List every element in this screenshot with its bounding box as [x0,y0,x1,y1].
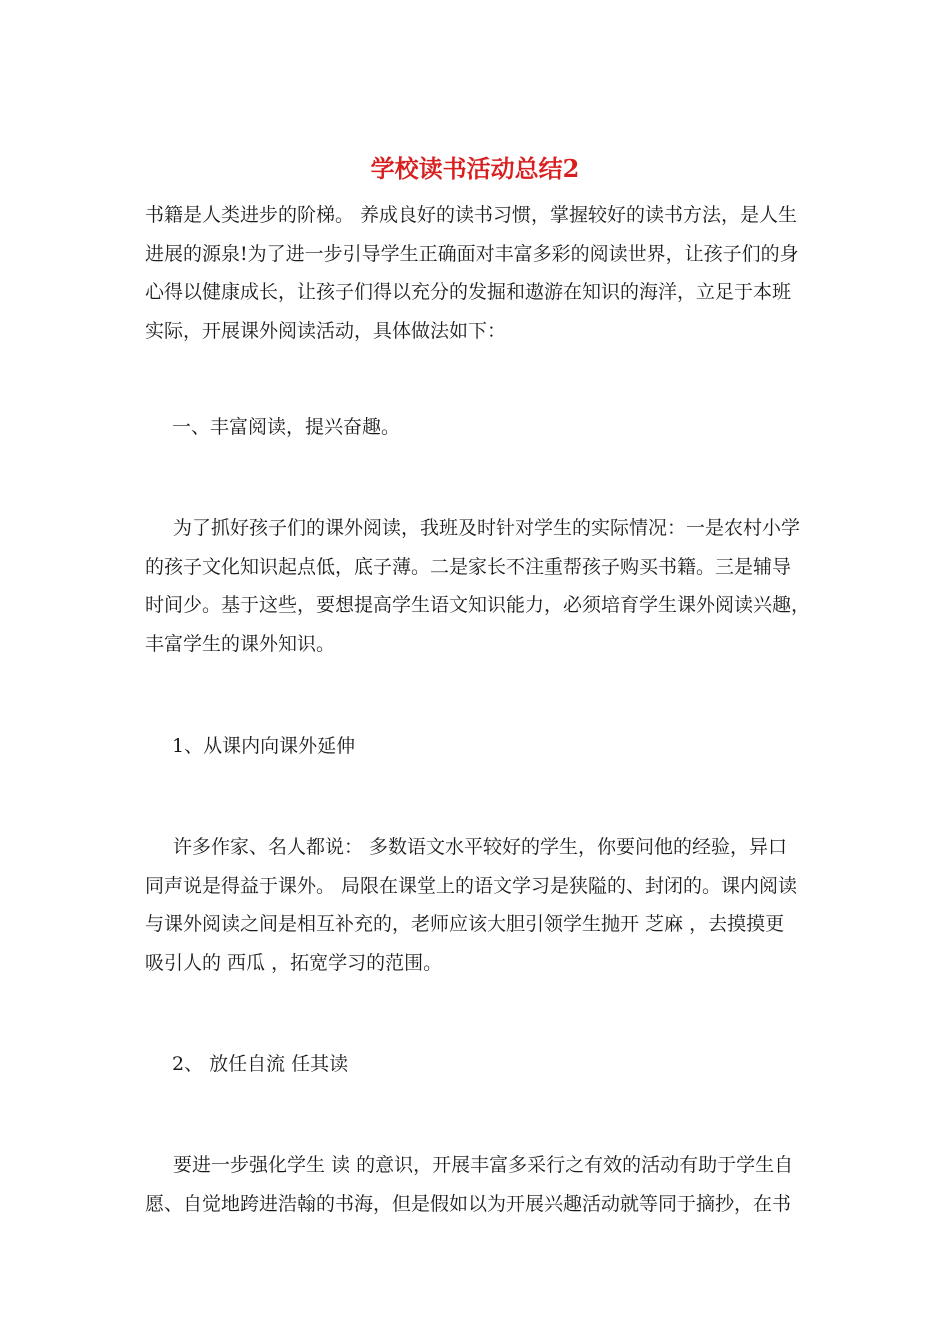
section1-line: 时间少。基于这些，要想提高学生语文知识能力，必须培育学生课外阅读兴趣， [145,594,811,616]
sub2-line: 愿、自觉地跨进浩翰的书海，但是假如以为开展兴趣活动就等同于摘抄，在书 [145,1192,792,1215]
intro-paragraph [145,196,815,350]
intro-line: 心得以健康成长，让孩子们得以充分的发掘和遨游在知识的海洋，立足于本班 [145,281,792,303]
sub1-line: 吸引人的 西瓜 ，拓宽学习的范围。 [145,951,443,974]
document-title: 学校读书活动总结2 [370,154,580,183]
sub2-heading: 2、 放任自流 任其读 [172,1053,349,1075]
intro-line: 书籍是人类进步的阶梯。 养成良好的读书习惯，掌握较好的读书方法，是人生 [145,204,798,226]
intro-line: 进展的源泉!为了进一步引导学生正确面对丰富多彩的阅读世界，让孩子们的身 [145,242,799,265]
section1-line: 丰富学生的课外知识。 [145,632,336,655]
sub1-paragraph [145,828,815,982]
section1-paragraph [145,509,815,663]
intro-line: 实际，开展课外阅读活动，具体做法如下： [145,319,507,342]
sub1-line: 与课外阅读之间是相互补充的，老师应该大胆引领学生抛开 芝麻 ，去摸摸更 [145,913,785,935]
sub1-heading: 1、从课内向课外延伸 [172,735,356,757]
sub2-line: 要进一步强化学生 读 的意识，开展丰富多采行之有效的活动有助于学生自 [173,1154,794,1176]
sub1-line: 同声说是得益于课外。 局限在课堂上的语文学习是狭隘的、封闭的。课内阅读 [145,874,798,897]
section1-line: 的孩子文化知识起点低，底子薄。二是家长不注重帮孩子购买书籍。三是辅导 [145,555,792,578]
sub2-paragraph [145,1146,815,1223]
section1-line: 为了抓好孩子们的课外阅读，我班及时针对学生的实际情况：一是农村小学 [173,517,801,539]
sub1-line: 许多作家、名人都说： 多数语文水平较好的学生，你要问他的经验，异口 [173,836,788,858]
section1-heading: 一、丰富阅读，提兴奋趣。 [172,416,401,438]
